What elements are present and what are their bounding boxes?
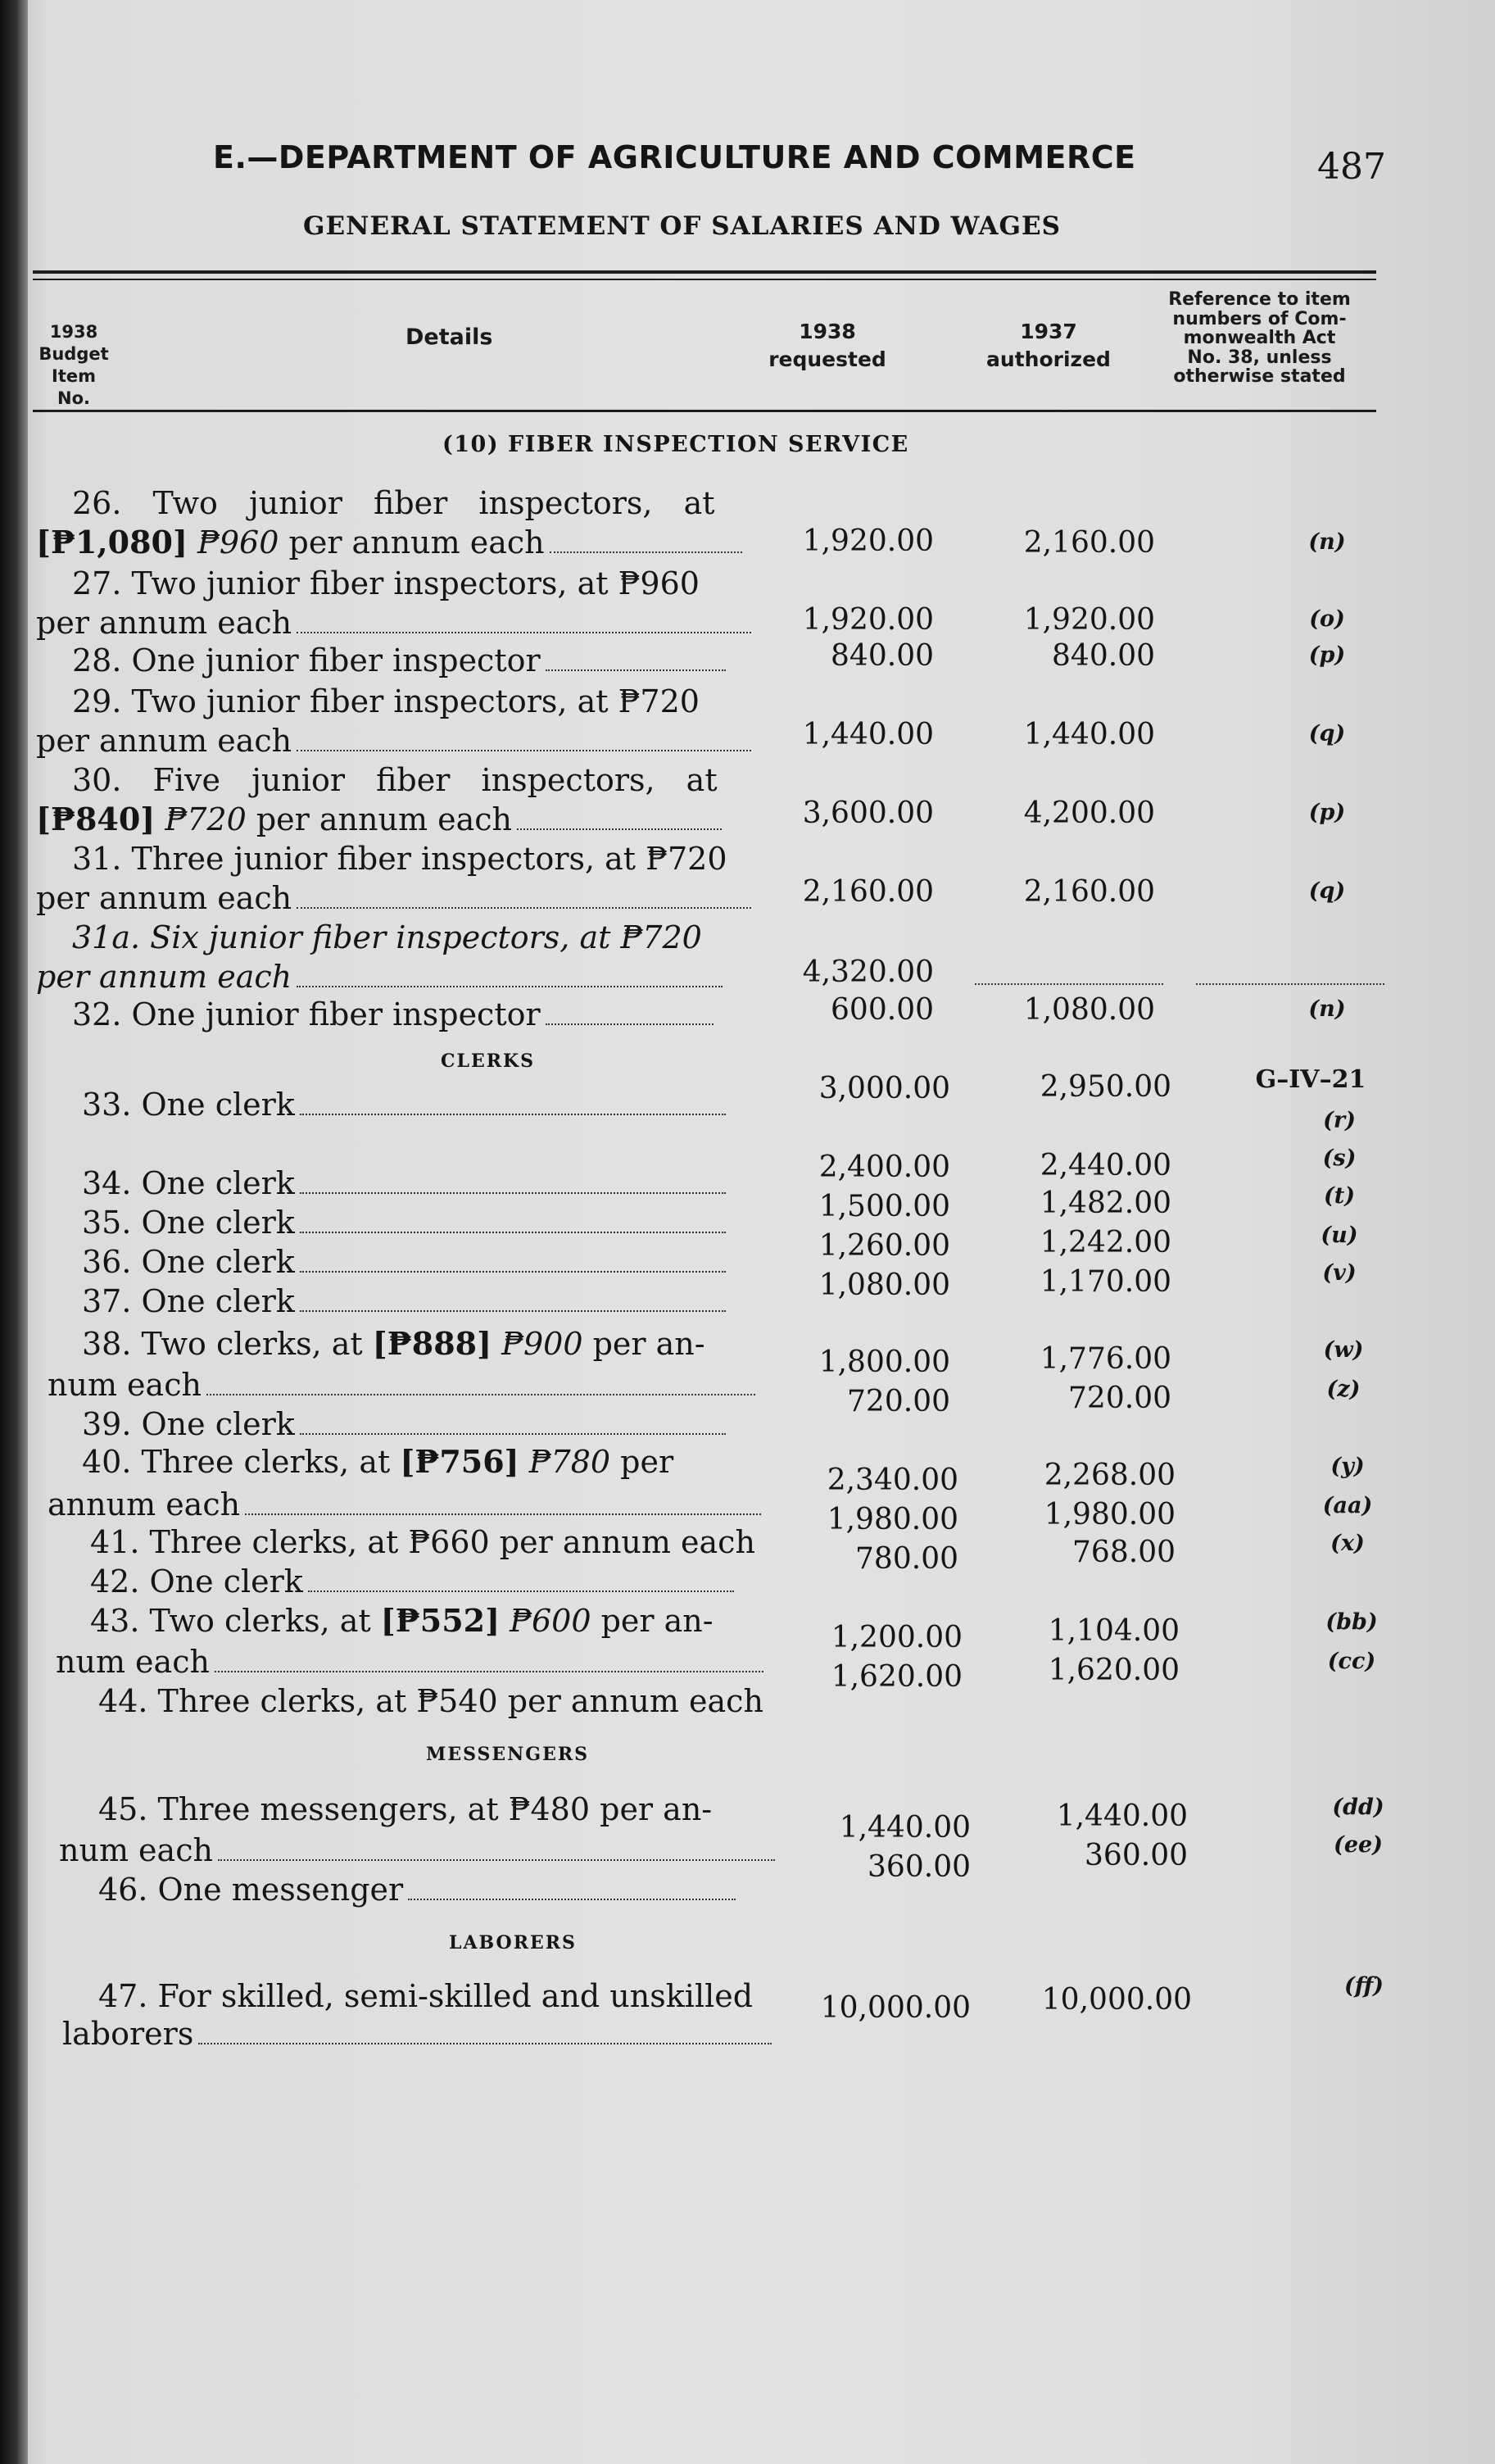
- requested-36: 1,260.00: [818, 1229, 950, 1263]
- item-text: 46. One messenger: [98, 1872, 404, 1908]
- struck-amount: [₱888]: [372, 1325, 492, 1362]
- item-37-text: [82, 1283, 726, 1319]
- item-28-text: [72, 642, 726, 678]
- item-text: 43. Two clerks, at: [90, 1603, 381, 1639]
- ref-46: (ee): [1334, 1832, 1383, 1858]
- dot-leader: [546, 669, 726, 671]
- ref-43: (bb): [1325, 1609, 1378, 1635]
- item-text: num each: [48, 1367, 202, 1403]
- item-31-text-cont: [36, 880, 751, 916]
- header-line: 1938: [49, 322, 98, 342]
- header-rule-top-thin: [33, 279, 1376, 280]
- dot-leader: [215, 1671, 763, 1672]
- item-43-text: [90, 1603, 714, 1639]
- item-33-text: [82, 1087, 726, 1123]
- item-text: laborers: [62, 2016, 194, 2052]
- item-40-text: [82, 1444, 673, 1480]
- item-text: per annum each: [279, 524, 545, 560]
- item-35-text: [82, 1205, 726, 1241]
- requested-39: 720.00: [847, 1385, 950, 1418]
- item-31a-text-cont: [36, 959, 723, 995]
- item-text: per annum each: [36, 880, 292, 916]
- ref-36: (u): [1321, 1223, 1358, 1248]
- header-line: numbers of Com-: [1172, 308, 1347, 329]
- item-45-text: 45. Three messengers, at ₱480 per an-: [98, 1791, 713, 1827]
- item-40-text-cont: [48, 1486, 761, 1522]
- column-header-reference: [1147, 290, 1372, 387]
- dot-leader: [297, 750, 751, 751]
- authorized-40: 2,268.00: [1044, 1459, 1176, 1492]
- authorized-44: 1,620.00: [1048, 1654, 1180, 1687]
- requested-30: 3,600.00: [802, 796, 934, 830]
- authorized-37: 1,170.00: [1040, 1265, 1171, 1299]
- section-title: (10) FIBER INSPECTION SERVICE: [442, 432, 909, 457]
- authorized-36: 1,242.00: [1040, 1226, 1171, 1259]
- dot-leader: [297, 632, 751, 633]
- ref-31a-blank: [1196, 983, 1384, 985]
- ref-34: (s): [1322, 1146, 1357, 1171]
- item-39-text: [82, 1406, 726, 1442]
- page-number: 487: [1317, 146, 1386, 188]
- item-38-text: [82, 1326, 705, 1362]
- header-line: requested: [768, 347, 886, 371]
- header-line: 1938: [799, 320, 856, 343]
- struck-amount: [₱756]: [400, 1443, 519, 1480]
- requested-47: 10,000.00: [820, 1991, 971, 2025]
- header-rule-top: [33, 270, 1376, 274]
- header-line: Reference to item: [1168, 289, 1351, 310]
- new-amount: ₱960: [197, 524, 279, 560]
- ref-29: (q): [1308, 721, 1346, 746]
- authorized-47: 10,000.00: [1041, 1983, 1192, 2017]
- authorized-26: 2,160.00: [1023, 526, 1155, 560]
- subhead-laborers: LABORERS: [449, 1932, 577, 1954]
- dot-leader: [308, 1590, 734, 1592]
- dot-leader: [206, 1394, 755, 1395]
- item-text: per annum each: [36, 723, 292, 759]
- ref-35: (t): [1323, 1183, 1356, 1209]
- dot-leader: [300, 1114, 726, 1115]
- authorized-42: 768.00: [1072, 1536, 1176, 1569]
- struck-amount: [₱552]: [380, 1602, 501, 1639]
- dot-leader: [550, 551, 742, 553]
- struck-amount: [₱840]: [36, 801, 156, 837]
- item-34-text: [82, 1165, 726, 1201]
- column-header-authorized: [971, 318, 1126, 374]
- authorized-39: 720.00: [1068, 1382, 1171, 1415]
- subhead-clerks: CLERKS: [441, 1050, 536, 1072]
- dot-leader: [300, 1310, 726, 1312]
- statement-subtitle: GENERAL STATEMENT OF SALARIES AND WAGES: [303, 211, 1062, 241]
- dot-leader: [408, 1899, 736, 1900]
- ref-41: (aa): [1322, 1493, 1373, 1518]
- item-45-text-cont: [59, 1832, 775, 1868]
- requested-34: 2,400.00: [818, 1150, 950, 1184]
- ref-30: (p): [1308, 800, 1346, 825]
- header-line: 1937: [1020, 320, 1077, 343]
- authorized-32: 1,080.00: [1023, 993, 1155, 1027]
- dot-leader: [546, 1023, 714, 1025]
- item-text: 33. One clerk: [82, 1087, 295, 1123]
- item-32-text: [72, 996, 714, 1032]
- item-29-text-cont: [36, 723, 751, 759]
- dot-leader: [198, 2043, 772, 2044]
- ref-42: (x): [1330, 1531, 1365, 1556]
- item-text: per annum each: [36, 605, 292, 641]
- authorized-45: 1,440.00: [1056, 1799, 1188, 1833]
- item-text: 36. One clerk: [82, 1244, 295, 1280]
- ref-33-code: G–IV–21: [1255, 1065, 1366, 1094]
- item-text: 35. One clerk: [82, 1205, 295, 1241]
- item-31a-text: 31a. Six junior fiber inspectors, at ₱720: [72, 919, 702, 955]
- dot-leader: [297, 907, 751, 909]
- requested-40: 2,340.00: [827, 1463, 958, 1497]
- header-line: otherwise stated: [1173, 366, 1346, 387]
- requested-42: 780.00: [855, 1542, 958, 1576]
- requested-31: 2,160.00: [802, 875, 934, 909]
- requested-38: 1,800.00: [818, 1345, 950, 1379]
- requested-33: 3,000.00: [818, 1072, 950, 1105]
- authorized-28: 840.00: [1052, 639, 1155, 673]
- header-line: No. 38, unless: [1187, 347, 1332, 368]
- dot-leader: [300, 1271, 726, 1273]
- authorized-29: 1,440.00: [1023, 718, 1155, 751]
- item-46-text: [98, 1872, 736, 1908]
- ref-38: (w): [1323, 1337, 1364, 1363]
- item-text: 38. Two clerks, at: [82, 1326, 373, 1362]
- subhead-messengers: MESSENGERS: [426, 1744, 590, 1765]
- item-43-text-cont: [56, 1644, 763, 1680]
- ref-33: (r): [1323, 1108, 1356, 1133]
- authorized-31: 2,160.00: [1023, 875, 1155, 909]
- requested-27: 1,920.00: [802, 603, 934, 637]
- item-text: num each: [59, 1832, 213, 1868]
- item-text: 39. One clerk: [82, 1406, 295, 1442]
- requested-28: 840.00: [831, 639, 934, 673]
- requested-45: 1,440.00: [839, 1811, 971, 1845]
- ref-40: (y): [1330, 1454, 1365, 1479]
- header-line: monwealth Act: [1183, 328, 1336, 348]
- item-text: 40. Three clerks, at: [82, 1444, 401, 1480]
- authorized-31a-blank: [975, 983, 1163, 985]
- item-36-text: [82, 1244, 726, 1280]
- item-text: per: [610, 1444, 674, 1480]
- authorized-33: 2,950.00: [1040, 1070, 1171, 1104]
- ref-45: (dd): [1332, 1795, 1384, 1820]
- item-41-text: 41. Three clerks, at ₱660 per annum each: [90, 1524, 755, 1560]
- item-30-text: 30. Five junior fiber inspectors, at: [72, 762, 718, 798]
- new-amount: ₱720: [165, 801, 247, 837]
- new-amount: ₱600: [500, 1603, 591, 1639]
- dot-leader: [245, 1513, 761, 1515]
- requested-31a: 4,320.00: [802, 955, 934, 989]
- item-47-text: 47. For skilled, semi-skilled and unskilled: [98, 1978, 754, 2014]
- authorized-34: 2,440.00: [1040, 1149, 1171, 1182]
- ref-32: (n): [1308, 996, 1346, 1022]
- ref-47: (ff): [1344, 1973, 1384, 1999]
- book-binding-edge: [0, 0, 28, 2464]
- item-29-text: 29. Two junior fiber inspectors, at ₱720: [72, 683, 700, 719]
- department-title: E.—DEPARTMENT OF AGRICULTURE AND COMMERCE: [213, 139, 1136, 175]
- new-amount: ₱900: [492, 1326, 583, 1362]
- item-30-text-cont: [36, 801, 722, 837]
- dot-leader: [517, 828, 722, 830]
- ref-37: (v): [1322, 1260, 1357, 1286]
- dot-leader: [297, 986, 723, 987]
- item-text: 28. One junior fiber inspector: [72, 642, 541, 678]
- item-47-text-cont: [62, 2016, 772, 2052]
- column-header-requested: [758, 318, 897, 374]
- header-line: Item No.: [52, 366, 96, 408]
- item-text: 32. One junior fiber inspector: [72, 996, 541, 1032]
- item-27-text-cont: [36, 605, 751, 641]
- ref-31: (q): [1308, 878, 1346, 904]
- header-line: authorized: [986, 347, 1111, 371]
- column-header-budget-item: [33, 321, 115, 410]
- item-text: 37. One clerk: [82, 1283, 295, 1319]
- requested-32: 600.00: [831, 993, 934, 1027]
- item-26-text: 26. Two junior fiber inspectors, at: [72, 485, 715, 521]
- ref-28: (p): [1308, 642, 1346, 668]
- item-27-text: 27. Two junior fiber inspectors, at ₱960: [72, 565, 700, 601]
- struck-amount: [₱1,080]: [36, 524, 188, 560]
- dot-leader: [300, 1433, 726, 1435]
- item-text: per an-: [582, 1326, 705, 1362]
- requested-35: 1,500.00: [818, 1190, 950, 1223]
- header-rule-bottom: [33, 410, 1376, 412]
- requested-29: 1,440.00: [802, 718, 934, 751]
- item-26-text-cont: [36, 524, 742, 560]
- item-text: annum each: [48, 1486, 241, 1522]
- authorized-38: 1,776.00: [1040, 1342, 1171, 1376]
- item-text: 34. One clerk: [82, 1165, 295, 1201]
- requested-37: 1,080.00: [818, 1268, 950, 1302]
- authorized-30: 4,200.00: [1023, 796, 1155, 830]
- dot-leader: [300, 1192, 726, 1194]
- ref-27: (o): [1309, 606, 1345, 632]
- ref-39: (z): [1326, 1377, 1361, 1402]
- item-31-text: 31. Three junior fiber inspectors, at ₱720: [72, 841, 727, 877]
- item-text: per annum each: [36, 959, 292, 995]
- item-38-text-cont: [48, 1367, 755, 1403]
- dot-leader: [300, 1232, 726, 1233]
- requested-26: 1,920.00: [802, 524, 934, 558]
- requested-44: 1,620.00: [831, 1660, 963, 1694]
- authorized-35: 1,482.00: [1040, 1187, 1171, 1220]
- item-text: per annum each: [246, 801, 512, 837]
- ref-44: (cc): [1327, 1649, 1376, 1674]
- item-text: per an-: [591, 1603, 714, 1639]
- authorized-27: 1,920.00: [1023, 603, 1155, 637]
- item-44-text: 44. Three clerks, at ₱540 per annum each: [98, 1683, 763, 1719]
- ref-26: (n): [1308, 529, 1346, 555]
- requested-43: 1,200.00: [831, 1621, 963, 1654]
- authorized-46: 360.00: [1085, 1839, 1188, 1872]
- authorized-43: 1,104.00: [1048, 1614, 1180, 1648]
- new-amount: ₱780: [519, 1444, 611, 1480]
- header-line: Budget: [39, 344, 109, 364]
- item-text: 42. One clerk: [90, 1563, 303, 1600]
- item-text: num each: [56, 1644, 210, 1680]
- authorized-41: 1,980.00: [1044, 1498, 1176, 1531]
- requested-41: 1,980.00: [827, 1503, 958, 1536]
- item-42-text: [90, 1563, 734, 1600]
- requested-46: 360.00: [868, 1850, 971, 1884]
- column-header-details: Details: [405, 324, 493, 350]
- dot-leader: [218, 1859, 775, 1861]
